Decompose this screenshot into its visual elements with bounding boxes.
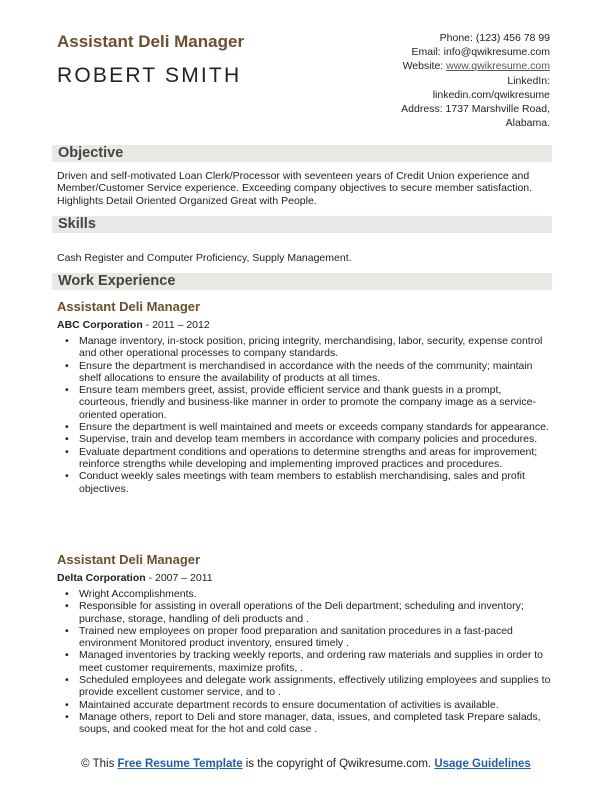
free-resume-template-link[interactable]: Free Resume Template bbox=[117, 758, 243, 770]
list-item: • Manage others, report to Deli and store manager, data, issues, and completed task Prepare salads, soups, and cooked meat for the hot and cold case . bbox=[62, 711, 552, 736]
list-item: • Supervise, train and develop team members in accordance with company policies and procedures. bbox=[62, 433, 552, 445]
contact-linkedin-label: LinkedIn: bbox=[507, 74, 550, 87]
objective-heading: Objective bbox=[58, 145, 124, 161]
website-label: Website: bbox=[402, 60, 447, 73]
usage-guidelines-link[interactable]: Usage Guidelines bbox=[434, 758, 531, 770]
contact-block bbox=[310, 31, 550, 130]
job-2-company: Delta Corporation bbox=[57, 572, 146, 584]
contact-email: Email: info@qwikresume.com bbox=[411, 46, 550, 59]
list-item: • Evaluate department conditions and operations to determine strengths and areas for improvement; reinforce strengths while developing and implementing improved practices and procedures. bbox=[62, 446, 552, 471]
list-item: • Manage inventory, in-stock position, pricing integrity, merchandising, labor, security, expense control and other operational processes to company standards. bbox=[62, 335, 552, 360]
contact-address-line2: Alabama. bbox=[505, 117, 550, 130]
contact-website bbox=[310, 59, 550, 73]
job-2-title: Assistant Deli Manager bbox=[57, 552, 201, 567]
candidate-name: ROBERT SMITH bbox=[57, 64, 242, 87]
job-2-bullets bbox=[62, 588, 552, 736]
list-item: • Managed inventories by tracking weekly reports, and ordering raw materials and supplies in order to meet customer requirements, maximize profits, . bbox=[62, 649, 552, 674]
skills-text: Cash Register and Computer Proficiency, Supply Management. bbox=[57, 252, 352, 264]
list-item: • Maintained accurate department records to ensure documentation of activities is available. bbox=[62, 699, 552, 711]
skills-heading: Skills bbox=[58, 216, 96, 232]
list-item: • Wright Accomplishments. bbox=[62, 588, 552, 600]
job-1-company: ABC Corporation bbox=[57, 319, 143, 331]
objective-section-header bbox=[52, 145, 552, 162]
objective-text: Driven and self-motivated Loan Clerk/Processor with seventeen years of Credit Union experience and Member/Customer Service experience. Exceeding company objectives to secure member satisfaction. Highlights Detail Oriented Organized Great with People. bbox=[57, 170, 533, 207]
list-item: • Ensure team members greet, assist, provide efficient service and thank guests in a prompt, courteous, friendly and business-like manner in order to promote the company image as a service-oriented operation. bbox=[62, 384, 552, 421]
job-2-company-line bbox=[57, 572, 213, 584]
footer-middle: is the copyright of Qwikresume.com. bbox=[242, 758, 435, 770]
list-item: • Scheduled employees and delegate work assignments, effectively utilizing employees and supplies to provide excellent customer service, and to . bbox=[62, 674, 552, 699]
contact-address-line1: Address: 1737 Marshville Road, bbox=[401, 103, 550, 116]
job-1-bullets bbox=[62, 335, 552, 495]
list-item: • Conduct weekly sales meetings with team members to establish merchandising, sales and profit objectives. bbox=[62, 470, 552, 495]
footer-prefix: © This bbox=[81, 758, 118, 770]
list-item: • Responsible for assisting in overall operations of the Deli department; scheduling and inventory; purchase, storage, handling of deli products and . bbox=[62, 600, 552, 625]
experience-heading: Work Experience bbox=[58, 273, 176, 289]
list-item: • Trained new employees on proper food preparation and sanitation procedures in a fast-paced environment Monitored product inventory, ensured timely . bbox=[62, 625, 552, 650]
website-link[interactable]: www.qwikresume.com bbox=[446, 60, 550, 73]
skills-section-header bbox=[52, 216, 552, 233]
job-1-dates: - 2011 – 2012 bbox=[142, 319, 210, 331]
contact-phone: Phone: (123) 456 78 99 bbox=[439, 32, 550, 44]
header bbox=[57, 32, 244, 88]
job-2-dates: - 2007 – 2011 bbox=[145, 572, 213, 584]
footer bbox=[0, 757, 612, 771]
list-item: • Ensure the department is well maintained and meets or exceeds company standards for appearance. bbox=[62, 421, 552, 433]
job-1-company-line bbox=[57, 319, 210, 331]
experience-section-header bbox=[52, 273, 552, 290]
job-title: Assistant Deli Manager bbox=[57, 32, 245, 51]
contact-linkedin-value: linkedin.com/qwikresume bbox=[432, 88, 550, 101]
list-item: • Ensure the department is merchandised in accordance with the needs of the community; maintain shelf allocations to ensure the availability of products at all times. bbox=[62, 360, 552, 385]
job-1-title: Assistant Deli Manager bbox=[57, 299, 201, 314]
